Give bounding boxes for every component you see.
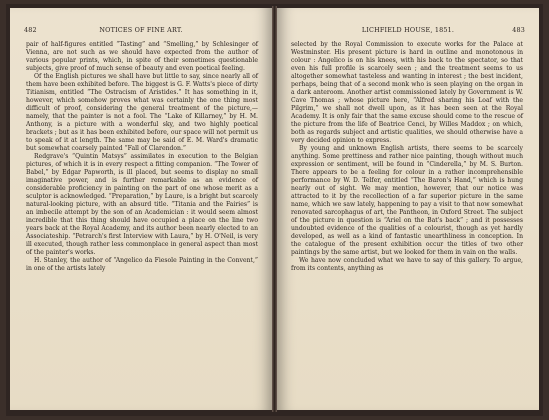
open-book (6, 4, 543, 416)
paragraph: selected by the Royal Commission to execute works for the Palace at Westminster. His present picture is hard in outline and monotonous in colour : Angelico is on his knees, with his back to the spectator, so that even his full profile is scarcely seen ; and the treatment seems to us altogether somewhat tasteless and wanting in interest ; the best incident, perhaps, being that of a second monk who is seen playing on the organ in a dark anteroom. Another artist commissioned lately by Government is W. Cave Thomas ; whose picture here, “Alfred sharing his Loaf with the Pilgrim,” we shall not dwell upon, as it has been seen at the Royal Academy. It is only fair that the same excuse should come to the rescue of the picture from the life of Beatrice Cenci, by Willes Maddox ; on which, both as regards subject and artistic qualities, we should otherwise have a very decided opinion to express. (291, 41, 523, 144)
running-head: LICHFIELD HOUSE, 1851. (361, 26, 455, 34)
paragraph: Of the English pictures we shall have but little to say, since nearly all of them have been exhibited before. The biggest is G. F. Watts's piece of dirty Titianism, entitled “The Ostracism of Aristides.” It has something in it, however, which somehow proves what was certainly the one thing most difficult of proof, considering the general treatment of the picture,—namely, that the painter is not a fool. The “Lake of Killarney,” by H. M. Anthony, is a picture with a wonderful sky, and two highly poetical brackets ; but as it has been exhibited before, our space will not permit us to speak of it at length. The same may be said of E. M. Ward's dramatic but somewhat coarsely painted “Fall of Clarendon.” (26, 73, 258, 152)
paragraph: By young and unknown English artists, there seems to be scarcely anything. Some prettiness and rather nice painting, though without much expression or sentiment, will be found in “Cinderella,” by M. S. Burton. There appears to be a feeling for colour in a rather incomprehensible performance by W. D. Telfer, entitled “The Baron's Hand,” which is hung nearly out of sight. We may mention, however, that our notice was attracted to it by the recollection of a far superior picture in the same name, which we saw lately, happening to pay a visit to that now somewhat renovated sarcophagus of art, the Pantheon, in Oxford Street. The subject of the picture in question is “Ariel on the Bat's back” ; and it possesses undoubted evidence of the qualities of a colourist, though as yet hardly developed, as well as a kind of fantastic unearthliness in conception. In the catalogue of the present exhibition occur the titles of two other paintings by the same artist, but we looked for them in vain on the walls. (291, 145, 523, 256)
running-head: NOTICES OF FINE ART. (99, 26, 183, 34)
paragraph: pair of half-figures entitled “Tasting” and “Smelling,” by Schlesinger of Vienna, are not such as we should have expected from the author of various popular prints, which, in spite of their sometimes questionable subjects, give proof of much sense of beauty and even poetical feeling. (26, 41, 258, 72)
right-page-body (291, 41, 523, 273)
right-page (277, 8, 539, 410)
page-number: 483 (512, 26, 525, 34)
left-page (10, 8, 272, 410)
paragraph: H. Stanley, the author of “Angelico da Fiesole Painting in the Convent,” in one of the artists lately (26, 257, 258, 272)
left-page-body (26, 41, 258, 273)
paragraph: Redgrave's “Quintin Matsys” assimilates in execution to the Belgian pictures, of which it is in every respect a fitting companion. “The Tower of Babel,” by Edgar Papworth, is ill placed, but seems to display no small imaginative power, and is further remarkable as an evidence of considerable proficiency in painting on the part of one whose merit as a sculptor is acknowledged. “Preparation,” by Laure, is a bright but scarcely natural-looking picture, with an absurd title. “Titania and the Fairies” is an imbecile attempt by the son of an Academician : it would seem almost incredible that this thing should have occupied a place on the line two years back at the Royal Academy, and its author been nearly elected to an Associateship. “Petrarch's first Interview with Laura,” by H. O'Neil, is very ill executed, though rather less commonplace in general aspect than most of the painter's works. (26, 153, 258, 256)
page-number: 482 (24, 26, 37, 34)
paragraph: We have now concluded what we have to say of this gallery. To argue, from its contents, anything as (291, 257, 523, 272)
